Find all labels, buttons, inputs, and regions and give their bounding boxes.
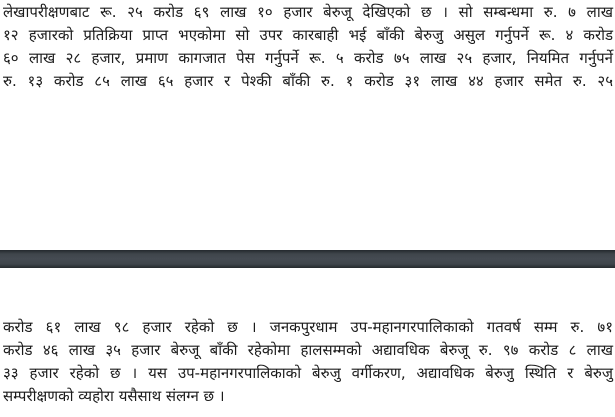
text-line: रु. १३ करोड ८५ लाख ६५ हजार र पेश्की बाँकी रु. १ करोड ३१ लाख ४४ हजार समेत रु. २५	[3, 72, 613, 90]
text-line: करोड ६१ लाख ९८ हजार रहेको छ । जनकपुरधाम उप-महानगरपालिकाको गतवर्ष सम्म रु. ७१	[3, 318, 613, 336]
text-line: लेखापरीक्षणबाट रू. २५ करोड ६९ लाख १० हजार बेरुजू देखिएको छ । सो सम्बन्धमा रु. ७ लाख	[3, 3, 613, 21]
text-line: सम्परीक्षणको व्यहोरा यसैसाथ संलग्न छ ।	[3, 387, 225, 405]
page-separator-bar	[0, 250, 615, 268]
text-line: करोड ४६ लाख ३५ हजार बेरुजू बाँकी रहेकोमा हालसम्मको अद्यावधिक बेरुजू रु. ९७ करोड ८ लाख	[3, 341, 613, 359]
text-line: ६० लाख २८ हजार, प्रमाण कागजात पेस गर्नुपर्ने रू. ५ करोड ७५ लाख २५ हजार, नियमित गर्नुपर्ने	[3, 49, 613, 67]
page-two-text-block	[3, 316, 613, 408]
text-line: ३३ हजार रहेको छ । यस उप-महानगरपालिकाको बेरुजु वर्गीकरण, अद्यावधिक बेरुजु स्थिति र बेरुजु	[3, 364, 613, 382]
page-one-text-block	[3, 1, 613, 93]
text-line: १२ हजारको प्रतिक्रिया प्राप्त भएकोमा सो उपर कारबाही भई बाँकी बेरुजु असुल गर्नुपर्ने रू. ४ करोड	[3, 26, 613, 44]
